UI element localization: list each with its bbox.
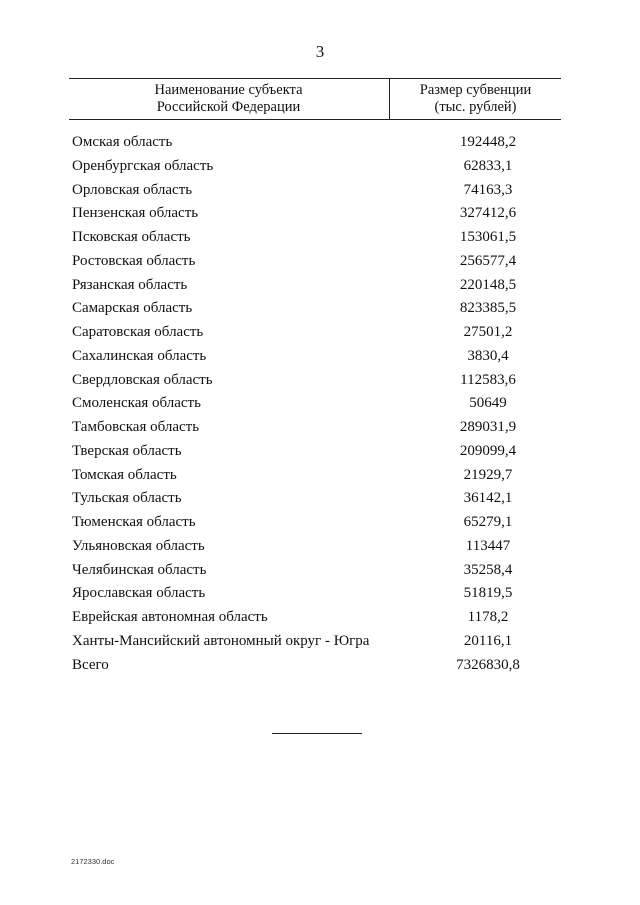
subject-name: Ульяновская область — [72, 537, 205, 554]
header-amount-line2: (тыс. рублей) — [434, 99, 517, 115]
subject-name: Ярославская область — [72, 585, 206, 602]
subvention-amount: 220148,5 — [459, 276, 517, 293]
subject-name: Оренбургская область — [72, 157, 214, 174]
subject-name: Всего — [72, 656, 109, 673]
table-row — [72, 321, 542, 345]
subvention-amount: 50649 — [469, 395, 507, 412]
subvention-amount: 36142,1 — [463, 490, 513, 507]
subvention-amount: 113447 — [465, 537, 511, 554]
subject-name: Омская область — [72, 134, 173, 150]
header-amount-line1: Размер субвенции — [419, 82, 532, 98]
subvention-amount: 65279,1 — [463, 514, 513, 530]
subvention-amount: 209099,4 — [459, 442, 517, 459]
subject-name: Псковская область — [72, 229, 191, 245]
table-row — [72, 392, 542, 416]
table-row — [72, 131, 542, 155]
table-row — [72, 464, 542, 488]
table-row — [72, 606, 542, 630]
table-row — [72, 630, 542, 654]
table-header — [69, 78, 561, 120]
header-subject-line1: Наименование субъекта — [154, 82, 303, 98]
table-row — [72, 511, 542, 535]
subvention-amount: 21929,7 — [463, 466, 513, 483]
table-row — [72, 440, 542, 464]
header-subject-column — [69, 79, 388, 119]
table-row — [72, 250, 542, 274]
subvention-amount: 289031,9 — [459, 419, 517, 435]
table-row — [72, 202, 542, 226]
subject-name: Сахалинская область — [72, 347, 207, 364]
subject-name: Самарская область — [72, 300, 193, 317]
table-row — [72, 345, 542, 369]
subject-name: Еврейская автономная область — [72, 609, 268, 625]
table-row — [72, 559, 542, 583]
header-amount-column — [390, 79, 561, 119]
subvention-amount: 256577,4 — [459, 252, 517, 269]
subject-name: Тюменская область — [72, 514, 196, 530]
subject-name: Тверская область — [72, 442, 182, 459]
page-number: 3 — [315, 42, 325, 61]
table-body — [72, 131, 542, 677]
subvention-amount: 74163,3 — [463, 181, 513, 198]
subvention-amount: 27501,2 — [463, 324, 513, 340]
subvention-amount: 192448,2 — [459, 134, 517, 150]
table-row — [72, 582, 542, 606]
table-row — [72, 535, 542, 559]
subvention-amount: 20116,1 — [463, 632, 513, 649]
subject-name: Тульская область — [72, 490, 182, 507]
subvention-amount: 1178,2 — [467, 609, 509, 625]
subject-name: Ростовская область — [72, 252, 196, 269]
table-row — [72, 369, 542, 393]
table-row — [72, 274, 542, 298]
subject-name: Ханты-Мансийский автономный округ - Югра — [72, 632, 370, 649]
subvention-amount: 62833,1 — [463, 157, 513, 174]
table-row — [72, 226, 542, 250]
subvention-amount: 51819,5 — [463, 585, 513, 602]
subvention-amount: 7326830,8 — [456, 656, 520, 673]
footer-file-code: 2172330.doc — [71, 857, 115, 866]
subvention-amount: 153061,5 — [459, 229, 517, 245]
subject-name: Орловская область — [72, 181, 193, 198]
subject-name: Пензенская область — [72, 205, 199, 222]
subvention-amount: 3830,4 — [467, 347, 509, 364]
subject-name: Томская область — [72, 466, 177, 483]
subject-name: Тамбовская область — [72, 419, 200, 435]
table-row — [72, 297, 542, 321]
subject-name: Челябинская область — [72, 561, 207, 578]
subvention-amount: 327412,6 — [459, 205, 517, 222]
subvention-amount: 35258,4 — [463, 561, 513, 578]
subvention-amount: 112583,6 — [460, 371, 516, 388]
subject-name: Рязанская область — [72, 276, 188, 293]
subject-name: Свердловская область — [72, 371, 213, 388]
table-row — [72, 487, 542, 511]
subject-name: Саратовская область — [72, 324, 204, 340]
end-rule — [272, 733, 362, 734]
total-row — [72, 654, 542, 678]
table-row — [72, 179, 542, 203]
subvention-amount: 823385,5 — [459, 300, 517, 317]
table-row — [72, 155, 542, 179]
header-subject-line2: Российской Федерации — [156, 99, 301, 115]
subject-name: Смоленская область — [72, 395, 201, 412]
table-row — [72, 416, 542, 440]
